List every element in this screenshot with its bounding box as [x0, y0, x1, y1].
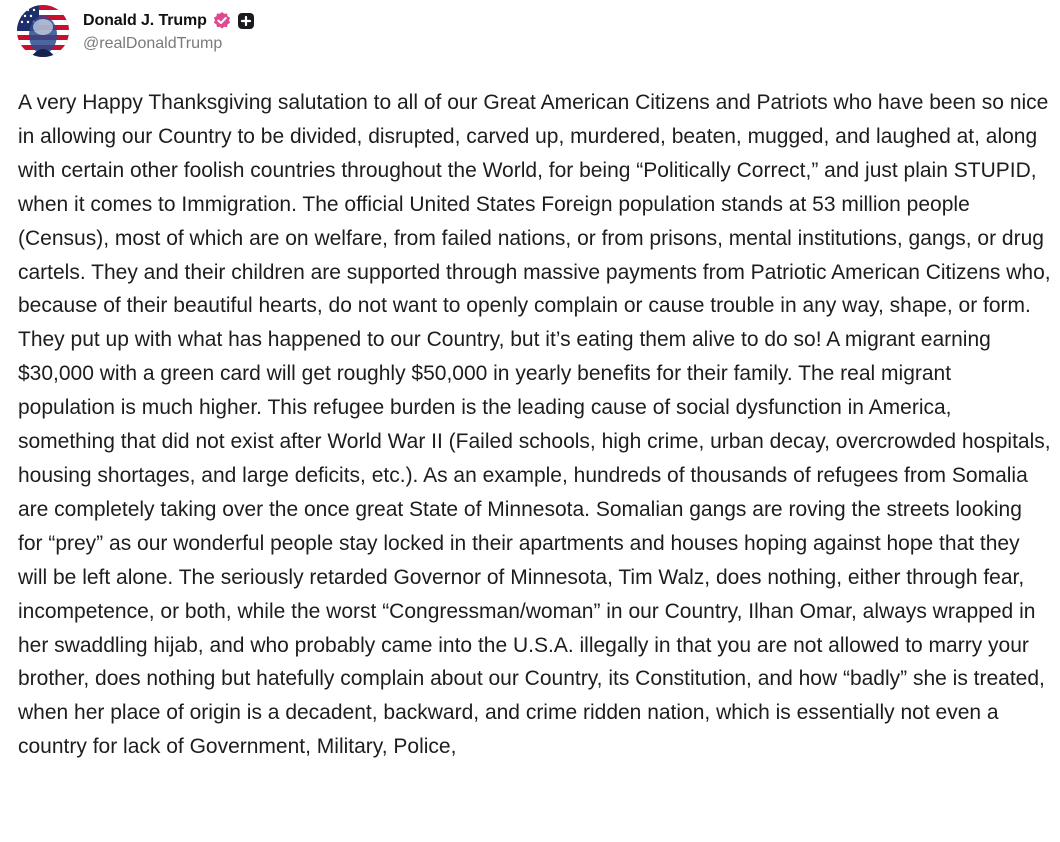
verified-badge-icon: [212, 11, 232, 31]
plus-badge-icon: [237, 12, 255, 30]
author-names: [83, 9, 255, 53]
post-text: A very Happy Thanksgiving salutation to all of our Great American Citizens and Patriots who have been so nice in allowing our Country to be divided, disrupted, carved up, murdered, beaten, mugged, and laughed at, along with certain other foolish countries throughout the World, for being “Politically Correct,” and just plain STUPID, when it comes to Immigration. The official United States Foreign population stands at 53 million people (Census), most of which are on welfare, from failed nations, or from prisons, mental institutions, gangs, or drug cartels. They and their children are supported through massive payments from Patriotic American Citizens who, because of their beautiful hearts, do not want to openly complain or cause trouble in any way, shape, or form. They put up with what has happened to our Country, but it’s eating them alive to do so! A migrant earning $30,000 with a green card will get roughly $50,000 in yearly benefits for their family. The real migrant population is much higher. This refugee burden is the leading cause of social dysfunction in America, something that did not exist after World War II (Failed schools, high crime, urban decay, overcrowded hospitals, housing shortages, and large deficits, etc.). As an example, hundreds of thousands of refugees from Somalia are completely taking over the once great State of Minnesota. Somalian gangs are roving the streets looking for “prey” as our wonderful people stay locked in their apartments and houses hoping against hope that they will be left alone. The seriously retarded Governor of Minnesota, Tim Walz, does nothing, either through fear, incompetence, or both, while the worst “Congressman/woman” in our Country, Ilhan Omar, always wrapped in her swaddling hijab, and who probably came into the U.S.A. illegally in that you are not allowed to marry your brother, does nothing but hatefully complain about our Country, its Constitution, and how “badly” she is treated, when her place of origin is a decadent, backward, and crime ridden nation, which is essentially not even a country for lack of Government, Military, Police,: [18, 91, 1051, 759]
display-name[interactable]: Donald J. Trump: [83, 12, 207, 29]
avatar[interactable]: [17, 5, 69, 57]
name-row: [83, 9, 255, 33]
avatar-flag-portrait-icon: [17, 5, 69, 57]
author-handle[interactable]: @realDonaldTrump: [83, 35, 223, 52]
post-header: [17, 5, 255, 57]
